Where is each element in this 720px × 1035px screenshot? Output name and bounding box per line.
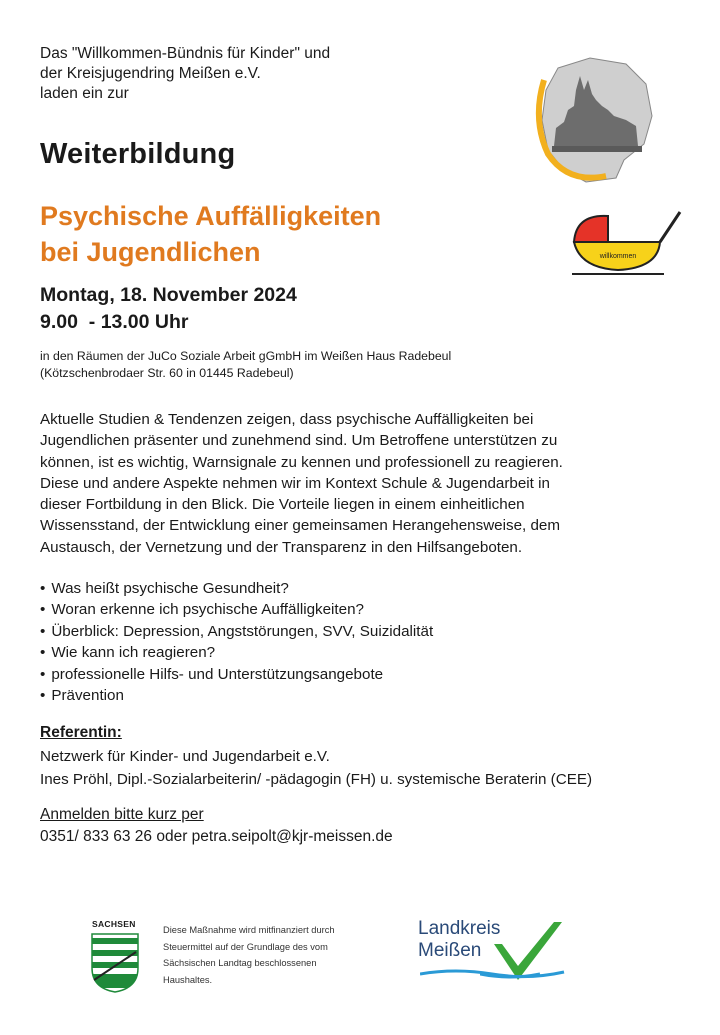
- intro-line: der Kreisjugendring Meißen e.V.: [40, 65, 261, 82]
- venue: [40, 348, 451, 382]
- funding-note: [163, 922, 335, 988]
- topic-title: [40, 198, 381, 270]
- sachsen-label: SACHSEN: [92, 919, 136, 929]
- description-line: Wissensstand, der Entwicklung einer gemeinsamen Herangehensweise, dem: [40, 517, 561, 535]
- heading: Weiterbildung: [40, 138, 236, 170]
- speaker-title: Referentin:: [40, 724, 122, 741]
- bullet-item: • Was heißt psychische Gesundheit?: [40, 578, 433, 599]
- event-datetime: [40, 282, 297, 336]
- funding-line: Haushaltes.: [163, 974, 213, 985]
- landkreis-line-2: Meißen: [418, 940, 482, 961]
- event-date: Montag, 18. November 2024: [40, 284, 297, 306]
- sachsen-coat-of-arms-icon: [90, 932, 140, 994]
- willkommen-logo-text: willkommen: [599, 253, 637, 260]
- funding-line: Sächsischen Landtag beschlossenen: [163, 958, 317, 968]
- intro-line: Das "Willkommen-Bündnis für Kinder" und: [40, 45, 331, 62]
- bullet-item: • Woran erkenne ich psychische Auffälligkeiten?: [40, 599, 433, 620]
- venue-line-1: in den Räumen der JuCo Soziale Arbeit gGmbH im Weißen Haus Radebeul: [40, 349, 452, 363]
- description-line: Aktuelle Studien & Tendenzen zeigen, dass psychische Auffälligkeiten bei: [40, 411, 534, 428]
- description: [40, 409, 700, 558]
- venue-line-2: (Kötzschenbrodaer Str. 60 in 01445 Radebeul): [40, 366, 294, 380]
- willkommen-stroller-logo: [568, 208, 684, 284]
- description-line: Jugendlichen präsenter und zunehmend sind. Um Betroffene unterstützen zu: [40, 432, 558, 450]
- funding-line: Steuermittel auf der Grundlage des vom: [163, 941, 328, 952]
- landkreis-river-icon: [420, 966, 566, 980]
- topic-line-2: bei Jugendlichen: [40, 237, 261, 267]
- speaker-name: Ines Pröhl, Dipl.-Sozialarbeiterin/ -pädagogin (FH) u. systemische Beraterin (CEE): [40, 771, 593, 788]
- speaker-organisation: Netzwerk für Kinder- und Jugendarbeit e.V.: [40, 748, 330, 765]
- funding-line: Diese Maßnahme wird mitfinanziert durch: [163, 925, 335, 935]
- bullet-item: • professionelle Hilfs- und Unterstützungsangebote: [40, 664, 433, 685]
- bullet-item: • Überblick: Depression, Angststörungen, SVV, Suizidalität: [40, 621, 433, 642]
- registration-title: Anmelden bitte kurz per: [40, 806, 204, 823]
- speaker-details: [40, 745, 592, 791]
- description-line: Diese und andere Aspekte nehmen wir im Kontext Schule & Jugendarbeit in: [40, 474, 550, 492]
- landkreis-line-1: Landkreis: [418, 918, 501, 939]
- description-line: Austausch, der Vernetzung und der Transparenz in den Hilfsangeboten.: [40, 538, 523, 556]
- bullet-item: • Wie kann ich reagieren?: [40, 642, 433, 663]
- meissen-castle-logo: [528, 50, 660, 188]
- intro-text: [40, 44, 330, 104]
- registration-contact: 0351/ 833 63 26 oder petra.seipolt@kjr-meissen.de: [40, 828, 393, 845]
- description-line: können, ist es wichtig, Warnsignale zu kennen und professionell zu reagieren.: [40, 453, 563, 471]
- topic-line-1: Psychische Auffälligkeiten: [40, 201, 382, 231]
- event-time: 9.00 - 13.00 Uhr: [40, 311, 189, 333]
- description-line: dieser Fortbildung in den Blick. Die Vorteile liegen in einem einheitlichen: [40, 496, 525, 514]
- bullet-item: • Prävention: [40, 685, 433, 706]
- intro-line: laden ein zur: [40, 85, 129, 102]
- topic-bullet-list: [40, 578, 433, 706]
